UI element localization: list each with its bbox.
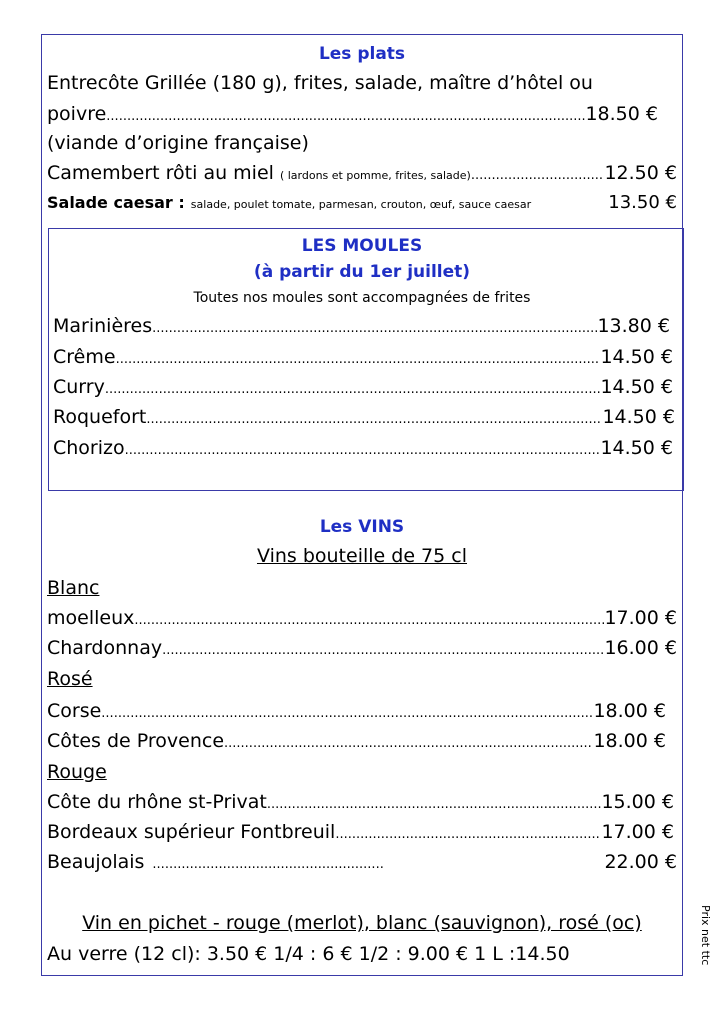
- dot-leader: [125, 443, 601, 458]
- moules-item-label: Chorizo: [53, 437, 125, 459]
- plats-title: Les plats: [318, 44, 406, 64]
- vin-price: 15.00 €: [601, 791, 674, 813]
- vin-label: Côtes de Provence: [47, 730, 225, 752]
- moules-item-price: 14.50 €: [600, 376, 673, 398]
- moules-item-chorizo: [53, 437, 673, 459]
- moules-item-roquefort: [53, 406, 675, 428]
- moules-item-price: 13.80 €: [597, 315, 670, 337]
- dot-leader: [146, 412, 602, 427]
- vin-label: Beaujolais: [47, 851, 145, 873]
- dot-leader: [101, 706, 593, 721]
- vin-row-corse: [47, 700, 666, 722]
- moules-item-label: Roquefort: [53, 406, 147, 428]
- moules-item-price: 14.50 €: [600, 437, 673, 459]
- moules-item-curry: [53, 376, 673, 398]
- moules-item-price: 14.50 €: [602, 406, 675, 428]
- salade-price: 13.50 €: [608, 192, 677, 213]
- vin-price: 18.00 €: [593, 730, 666, 752]
- vin-label: Bordeaux supérieur Fontbreuil: [47, 821, 336, 843]
- camembert-detail: ( lardons et pomme, frites, salade): [279, 169, 471, 182]
- moules-item-label: Marinières: [53, 315, 153, 337]
- moules-item-label: Curry: [53, 376, 105, 398]
- vin-label: Côte du rhône st-Privat: [47, 791, 267, 813]
- camembert-label: Camembert rôti au miel: [47, 162, 274, 184]
- vin-label: moelleux: [47, 607, 135, 629]
- entrecote-row: [47, 103, 658, 125]
- moules-note: Toutes nos moules sont accompagnées de frites: [193, 290, 531, 306]
- salade-row: [47, 192, 677, 213]
- salade-label: Salade caesar :: [47, 193, 185, 212]
- dot-leader: [162, 643, 604, 658]
- vin-row-moelleux: [47, 607, 677, 629]
- moules-item-price: 14.50 €: [600, 346, 673, 368]
- vin-row-bordeaux: [47, 821, 674, 843]
- moules-item-creme: [53, 346, 673, 368]
- dot-leader: [335, 827, 601, 842]
- vin-label: Chardonnay: [47, 637, 163, 659]
- camembert-price: 12.50 €: [604, 162, 677, 184]
- dot-leader: [224, 736, 593, 751]
- entrecote-price: 18.50 €: [585, 103, 658, 125]
- entrecote-description: Entrecôte Grillée (180 g), frites, salade, maître d’hôtel ou: [47, 72, 593, 94]
- salade-detail: salade, poulet tomate, parmesan, crouton, œuf, sauce caesar: [190, 198, 532, 211]
- camembert-row: [47, 162, 677, 184]
- dot-leader: [116, 352, 601, 367]
- dot-leader: [152, 857, 384, 872]
- dot-leader: [105, 382, 601, 397]
- vin-row-cote-du-rhone: [47, 791, 674, 813]
- vin-price: 22.00 €: [604, 851, 677, 873]
- entrecote-label: poivre: [47, 103, 107, 125]
- dot-leader: [134, 613, 604, 628]
- blanc-heading: Blanc: [47, 577, 100, 599]
- side-note: Prix net ttc: [699, 905, 712, 966]
- verre-line: Au verre (12 cl): 3.50 € 1/4 : 6 € 1/2 : 9.00 € 1 L :14.50: [47, 943, 570, 965]
- vin-price: 17.00 €: [601, 821, 674, 843]
- moules-item-label: Crême: [53, 346, 116, 368]
- rose-heading: Rosé: [47, 668, 93, 690]
- rouge-heading: Rouge: [47, 761, 107, 783]
- vin-label: Corse: [47, 700, 102, 722]
- vin-price: 17.00 €: [604, 607, 677, 629]
- moules-item-marinieres: [53, 315, 670, 337]
- vin-row-chardonnay: [47, 637, 677, 659]
- entrecote-origin: (viande d’origine française): [47, 132, 309, 154]
- pichet-line: Vin en pichet - rouge (merlot), blanc (sauvignon), rosé (oc): [82, 912, 642, 934]
- moules-title: LES MOULES: [301, 236, 423, 256]
- dot-leader: [267, 797, 602, 812]
- dot-leader: [106, 109, 585, 124]
- vin-row-cotes-de-provence: [47, 730, 666, 752]
- vin-row-beaujolais: [47, 851, 677, 873]
- vins-subtitle: Vins bouteille de 75 cl: [256, 545, 467, 567]
- vins-title: Les VINS: [319, 517, 405, 537]
- moules-subtitle: (à partir du 1er juillet): [253, 262, 471, 282]
- dot-leader: [471, 168, 605, 183]
- dot-leader: [152, 321, 597, 336]
- vin-price: 18.00 €: [593, 700, 666, 722]
- vin-price: 16.00 €: [604, 637, 677, 659]
